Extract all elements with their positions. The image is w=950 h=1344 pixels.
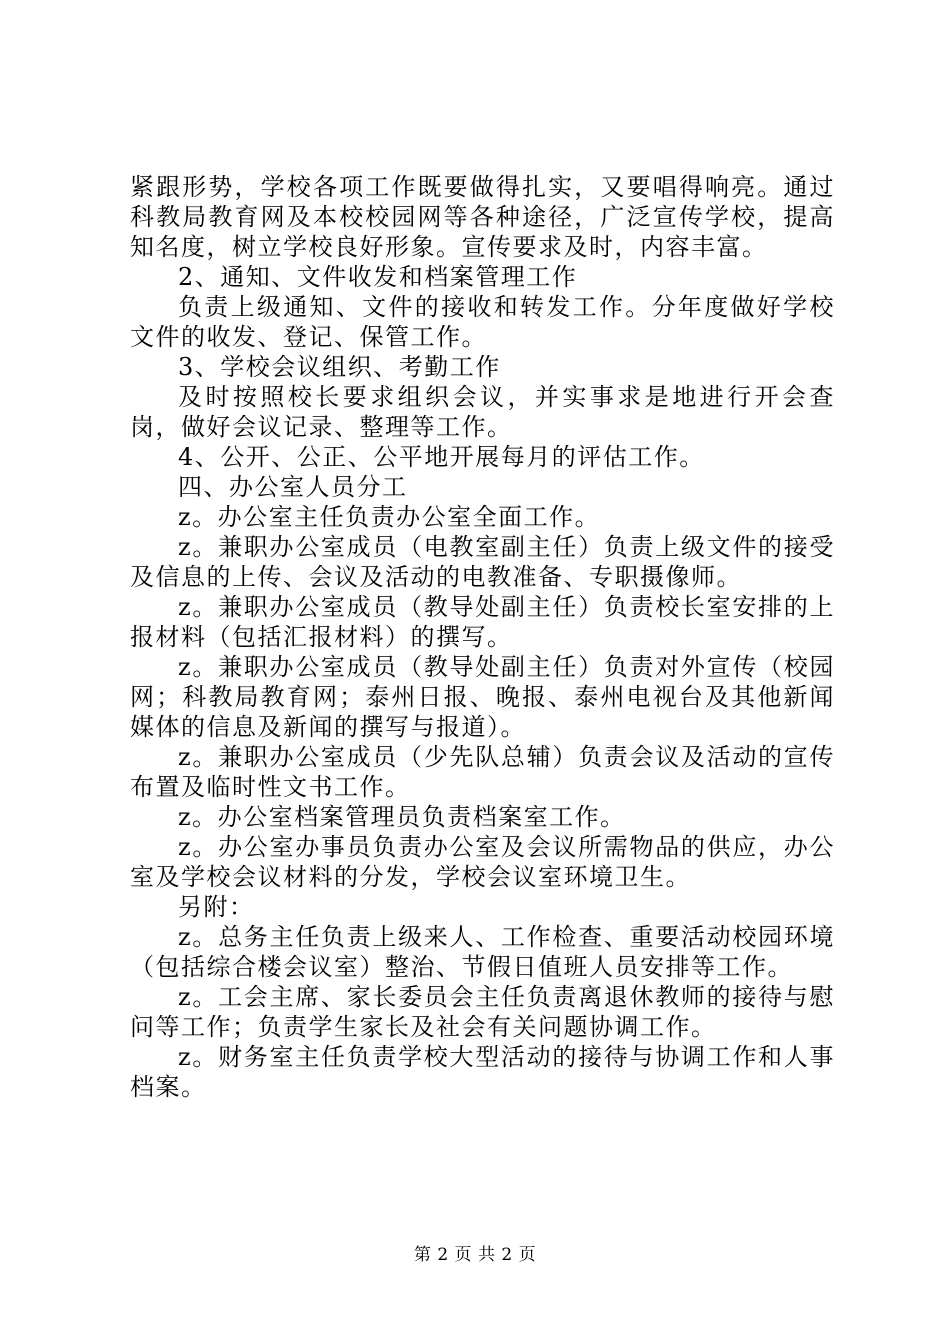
- list-item: z。工会主席、家长委员会主任负责离退休教师的接待与慰问等工作；负责学生家长及社会有关问题协调工作。: [130, 983, 835, 1041]
- section-heading: 3、学校会议组织、考勤工作: [178, 353, 501, 381]
- list-item: z。兼职办公室成员（电教室副主任）负责上级文件的接受及信息的上传、会议及活动的电教准备、专职摄像师。: [130, 533, 835, 591]
- list-item: z。兼职办公室成员（教导处副主任）负责对外宣传（校园网；科教局教育网；泰州日报、晚报、泰州电视台及其他新闻媒体的信息及新闻的撰写与报道）。: [130, 653, 835, 741]
- section-heading: 另附：: [178, 893, 255, 921]
- list-item: z。总务主任负责上级来人、工作检查、重要活动校园环境（包括综合楼会议室）整治、节假日值班人员安排等工作。: [130, 923, 835, 981]
- list-item: z。办公室办事员负责办公室及会议所需物品的供应，办公室及学校会议材料的分发，学校会议室环境卫生。: [130, 833, 835, 891]
- paragraph: 4、公开、公正、公平地开展每月的评估工作。: [178, 443, 705, 471]
- list-item: z。办公室档案管理员负责档案室工作。: [178, 803, 626, 831]
- list-item: z。兼职办公室成员（教导处副主任）负责校长室安排的上报材料（包括汇报材料）的撰写。: [130, 593, 835, 651]
- list-item: z。兼职办公室成员（少先队总辅）负责会议及活动的宣传布置及临时性文书工作。: [130, 743, 835, 801]
- list-item: z。办公室主任负责办公室全面工作。: [178, 503, 601, 531]
- list-item: z。财务室主任负责学校大型活动的接待与协调工作和人事档案。: [130, 1043, 835, 1101]
- paragraph: 及时按照校长要求组织会议，并实事求是地进行开会查岗，做好会议记录、整理等工作。: [130, 383, 835, 441]
- paragraph: 负责上级通知、文件的接收和转发工作。分年度做好学校文件的收发、登记、保管工作。: [130, 293, 835, 351]
- section-heading: 2、通知、文件收发和档案管理工作: [178, 263, 578, 291]
- page-footer: 第 2 页 共 2 页: [413, 1245, 537, 1265]
- document-body: [130, 172, 835, 1102]
- section-heading: 四、办公室人员分工: [178, 473, 408, 501]
- paragraph: 紧跟形势，学校各项工作既要做得扎实，又要唱得响亮。通过科教局教育网及本校校园网等各种途径，广泛宣传学校，提高知名度，树立学校良好形象。宣传要求及时，内容丰富。: [130, 173, 835, 261]
